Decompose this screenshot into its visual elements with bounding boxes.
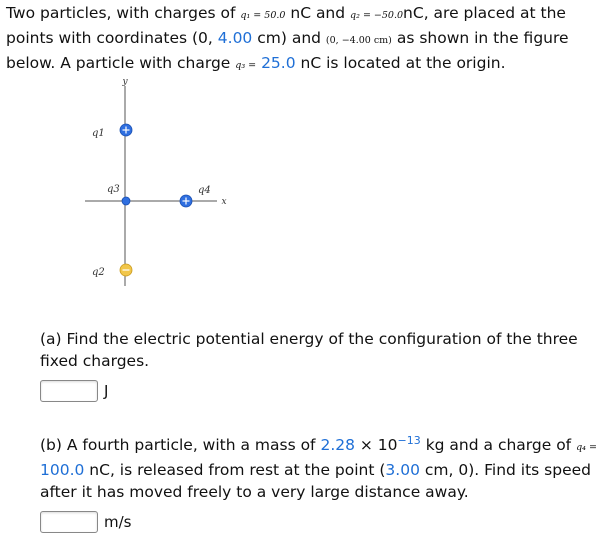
q1-label: q1 bbox=[92, 128, 105, 139]
intro-text-6: nC is located at the origin. bbox=[295, 54, 506, 72]
part-b-question: (b) A fourth particle, with a mass of $2.28 \times 10^{-13}$ kg and a charge of q₄ = 100.0 nC, is released from rest at the point (3.00 cm, 0). Find its speed after it has moved freely to a very large distance away. bbox=[40, 434, 597, 502]
part-a-question: (a) Find the electric potential energy of the configuration of the three fixed charges. bbox=[40, 330, 578, 370]
q3-label: q3 bbox=[107, 184, 120, 195]
problem-intro bbox=[6, 2, 610, 77]
mass-mantissa: 2.28 bbox=[320, 436, 355, 455]
y1-value: 4.00 bbox=[217, 29, 253, 47]
q3-inline-label: q₃ = bbox=[235, 60, 257, 71]
x-axis-label: x bbox=[221, 197, 227, 207]
coord2-inline: (0, −4.00 cm) bbox=[325, 35, 392, 46]
intro-text-4: cm) and bbox=[252, 29, 326, 47]
part-a-answer-row bbox=[40, 380, 604, 402]
part-a bbox=[40, 328, 604, 402]
mass-exponent: −13 bbox=[397, 434, 421, 447]
q4-positive-charge bbox=[180, 195, 192, 207]
q4-value: 100.0 bbox=[40, 461, 85, 480]
intro-text-3: nC, are placed at the points with coordinates (0, bbox=[6, 4, 566, 47]
q1-inline-label: q₁ = 50.0 bbox=[240, 10, 286, 21]
x-position-value: 3.00 bbox=[385, 461, 420, 480]
q4-label: q4 bbox=[198, 185, 211, 196]
intro-text-1: Two particles, with charges of bbox=[6, 4, 241, 22]
y-axis-label: y bbox=[122, 77, 128, 87]
intro-text-2: nC and bbox=[285, 4, 351, 22]
part-b-answer-row bbox=[40, 511, 604, 533]
q3-positive-charge bbox=[122, 197, 130, 205]
q1-positive-charge bbox=[120, 124, 132, 136]
q2-label: q2 bbox=[92, 267, 105, 278]
part-a-unit: J bbox=[104, 382, 109, 400]
q4-inline-label: q₄ = bbox=[576, 442, 597, 454]
part-a-answer-input[interactable] bbox=[40, 380, 98, 402]
q3-value: 25.0 bbox=[261, 54, 296, 72]
intro-text-5: as shown in the figure below. A particle with charge bbox=[6, 29, 569, 72]
q2-inline-label: q₂ = −50.0 bbox=[350, 10, 404, 21]
q2-negative-charge bbox=[120, 264, 132, 276]
part-b-answer-input[interactable] bbox=[40, 511, 98, 533]
part-b-unit: m/s bbox=[104, 513, 132, 532]
charge-diagram bbox=[80, 74, 240, 294]
part-b bbox=[40, 430, 604, 533]
